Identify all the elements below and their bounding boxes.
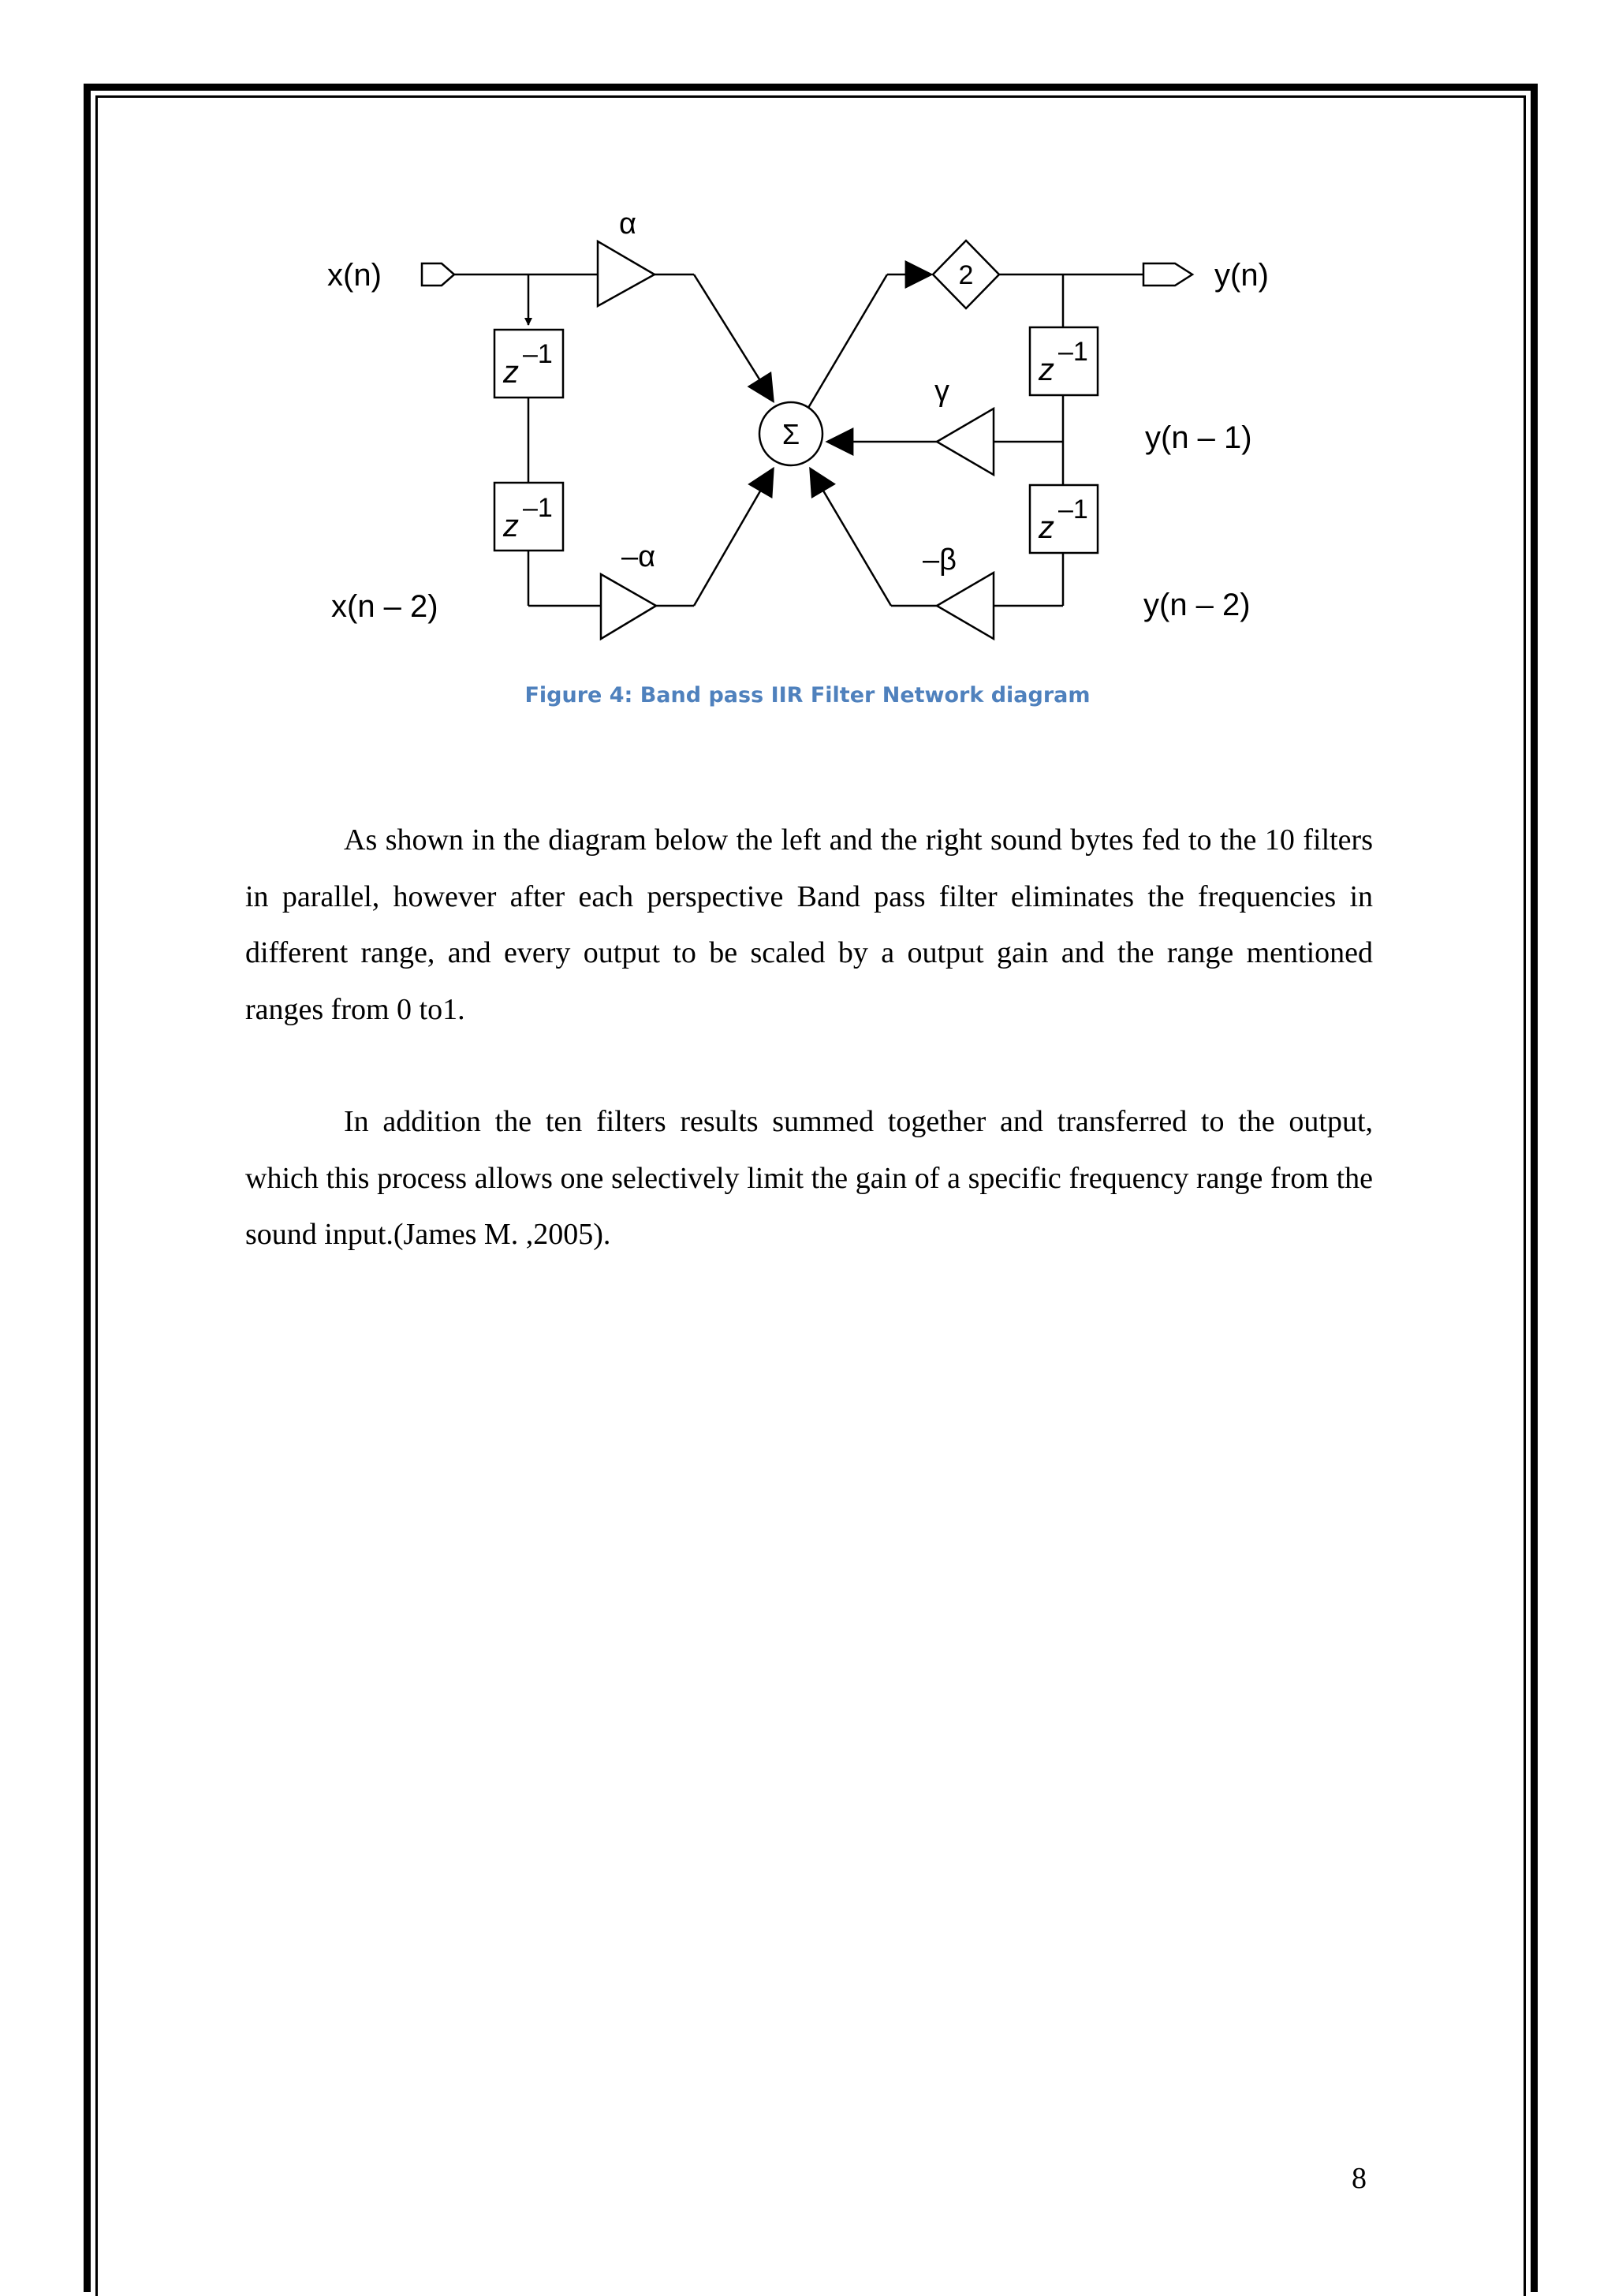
svg-text:z: z (1039, 353, 1054, 387)
label-neg-beta: –β (923, 543, 957, 577)
label-neg-alpha: –α (621, 540, 656, 573)
body-paragraph-2: In addition the ten filters results summed together and transferred to the output, which this process allows one selectively limit the gain of a specific frequency range from the sound input.(James M. ,2005). (245, 1105, 1373, 1251)
figure-caption: Figure 4: Band pass IIR Filter Network diagram (524, 683, 1091, 707)
gain-neg-alpha (601, 574, 656, 639)
gain-alpha (598, 241, 655, 306)
label-alpha: α (619, 207, 636, 241)
label-x-n: x(n) (327, 258, 382, 293)
svg-text:z: z (503, 355, 519, 390)
output-port-y (1143, 263, 1192, 286)
gain-gamma (937, 409, 994, 475)
delay-label-left-2 (502, 493, 553, 543)
label-x-n-minus-2: x(n – 2) (331, 589, 438, 624)
svg-text:z: z (1039, 510, 1054, 545)
label-two: 2 (958, 260, 974, 290)
iir-filter-diagram (300, 197, 1317, 663)
delay-label-left-1 (502, 339, 553, 390)
label-y-n-minus-1: y(n – 1) (1145, 420, 1252, 455)
label-y-n-minus-2: y(n – 2) (1143, 588, 1251, 622)
svg-text:–1: –1 (523, 339, 553, 369)
label-y-n: y(n) (1214, 258, 1269, 293)
delay-label-right-2 (1038, 495, 1088, 545)
delay-label-right-1 (1038, 337, 1088, 387)
label-sum: Σ (781, 418, 800, 450)
page-number: 8 (1352, 2162, 1367, 2195)
svg-text:–1: –1 (1058, 495, 1088, 525)
svg-text:z: z (503, 509, 519, 543)
input-port-x (422, 263, 454, 286)
label-gamma: γ (934, 375, 949, 408)
gain-neg-beta (937, 573, 994, 639)
body-paragraph-1: As shown in the diagram below the left and the right sound bytes fed to the 10 filters in parallel, however after each perspective Band pass filter eliminates the frequencies in different range, and every output to be scaled by a output gain and the range mentioned ranges from 0 to1. (245, 823, 1373, 1026)
svg-text:–1: –1 (1058, 337, 1088, 367)
svg-text:–1: –1 (523, 493, 553, 523)
